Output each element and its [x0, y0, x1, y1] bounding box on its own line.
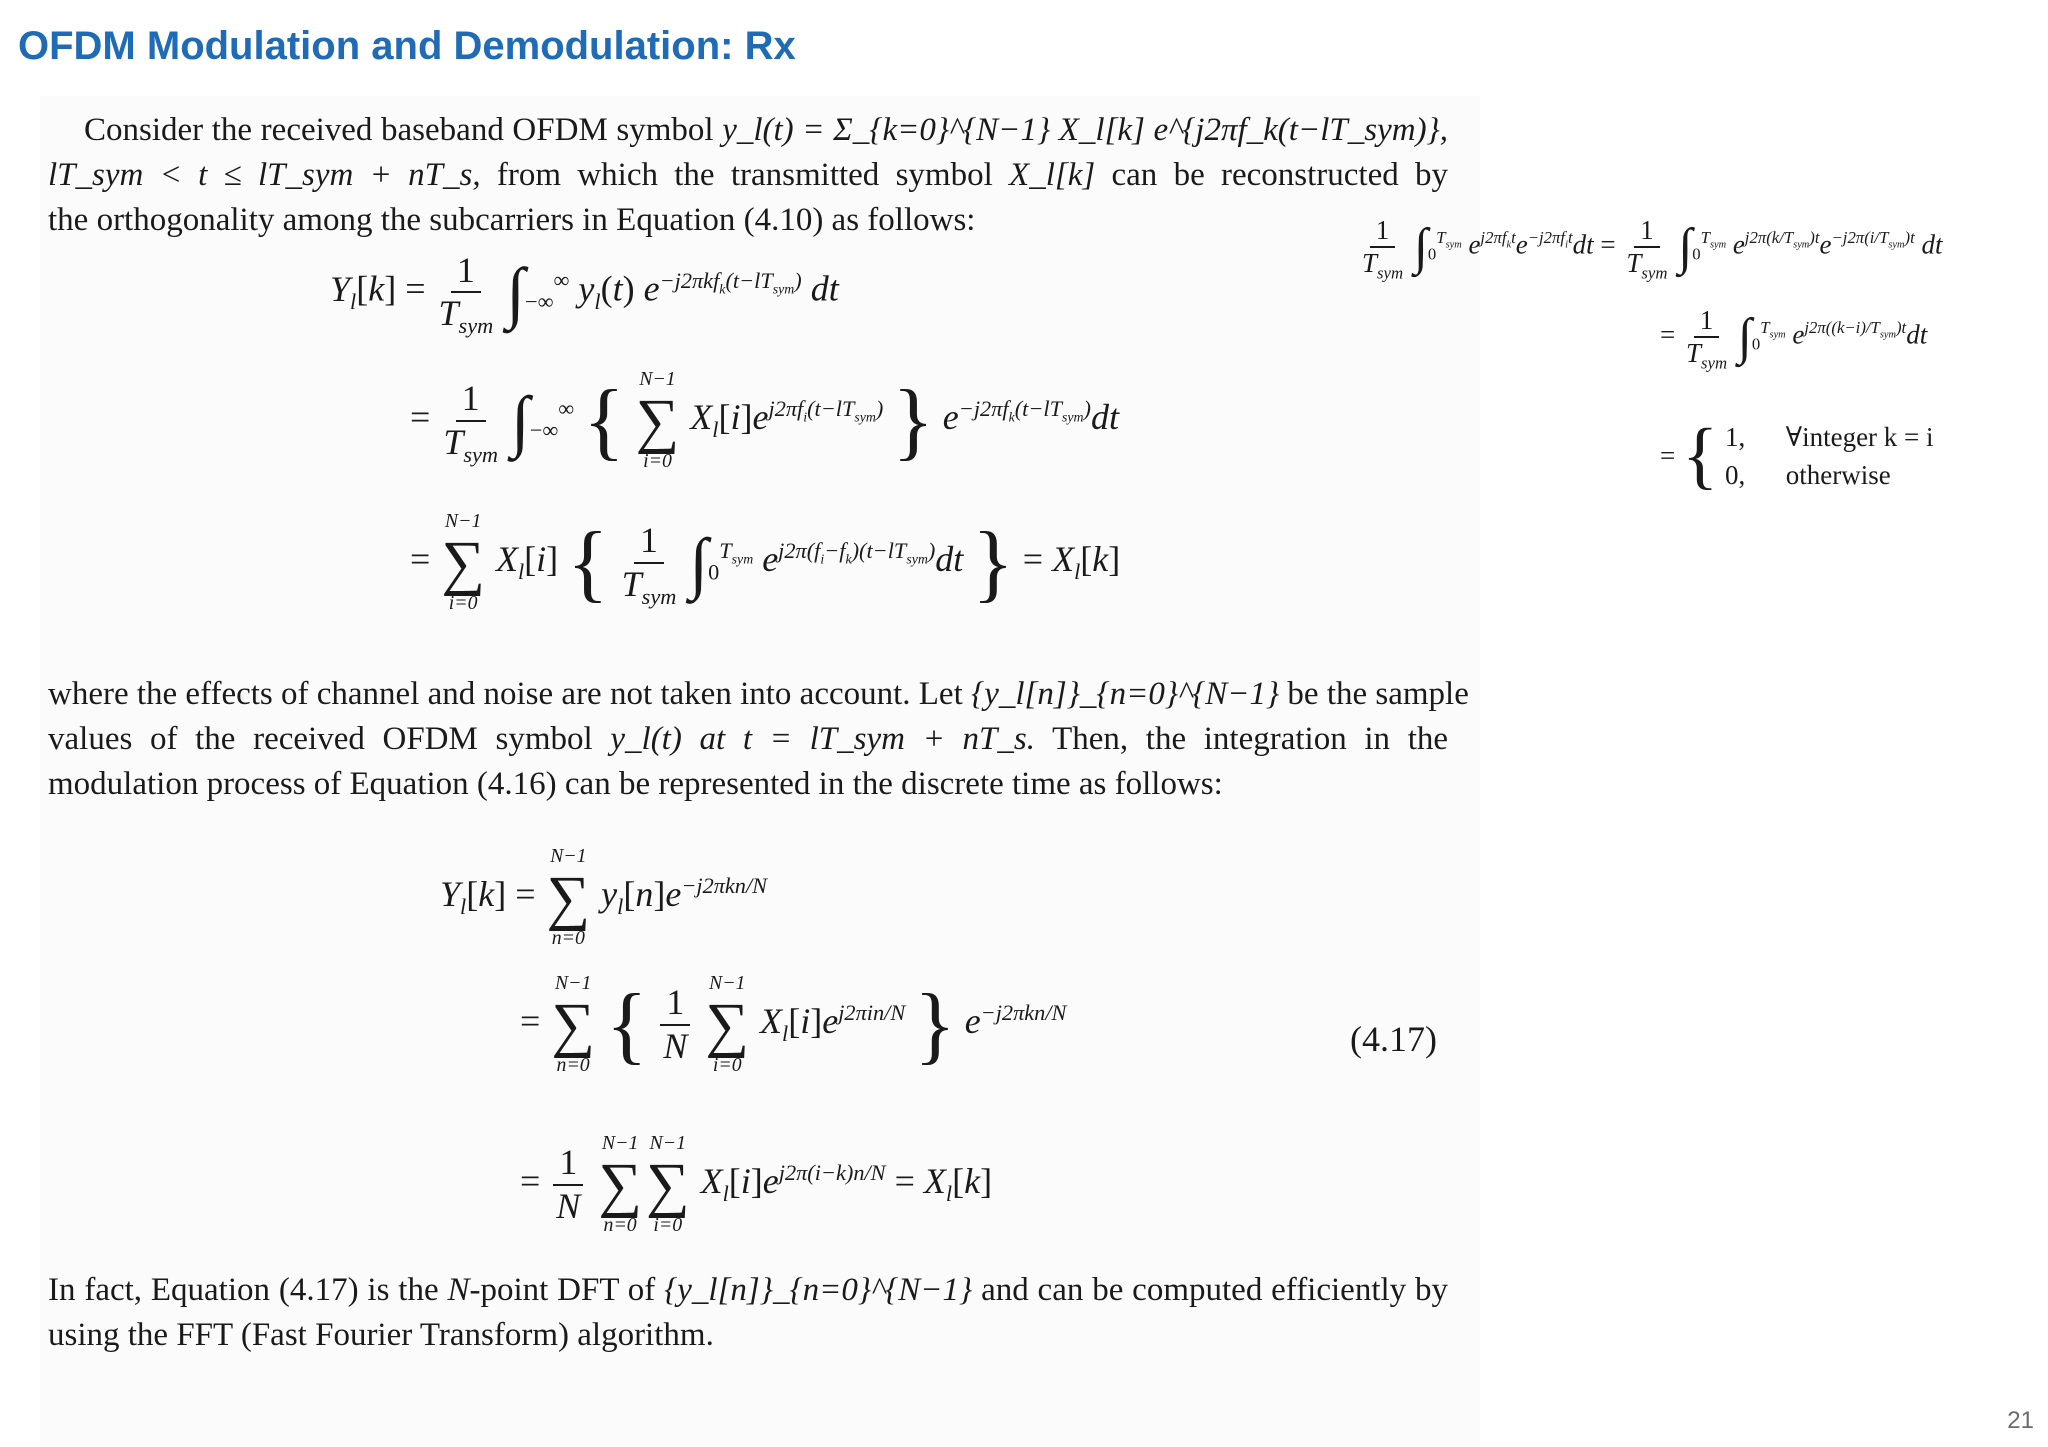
continuous-derivation-line-2: = $\frac{1}{T_{sym}}$ $\int_{-\infty}^\infty$ { N−1 ∑ i=0 $X_l[i]e^{j2\pi f_i(t-lT_{sym})}$ } $e^{-j2\pi f_k(t-lT_{sym})}dt$ — [410, 368, 1119, 472]
received-signal-formula: y_l(t) = Σ_{k=0}^{N−1} X_l[k] e^{j2πf_k(t−lT_sym)}, — [722, 112, 1449, 148]
continuous-derivation-line-1: $Y_l[k]$ = $\frac{1}{T_{sym}}$ $\int_{-\infty}^\infty$ $y_l(t)$ $e^{-j2\pi kf_k(t-lT_{sym})}$ dt — [330, 250, 839, 339]
intro-line-3: the orthogonality among the subcarriers in Equation (4.10) as follows: — [48, 202, 976, 238]
equation-number: (4.17) — [1350, 1019, 1437, 1059]
discrete-derivation-line-3: = $\frac{1}{N}$ N−1 ∑ n=0 N−1 ∑ i=0 $X_l[i]e^{j2\pi(i-k)n/N} = X_l[k]$ — [520, 1132, 993, 1236]
discrete-derivation-line-1: $Y_l[k]$ = N−1 ∑ n=0 $y_l[n]e^{-j2\pi kn/N}$ — [440, 845, 768, 949]
conclusion-line-1: In fact, Equation (4.17) is the N-point DFT of {y_l[n]}_{n=0}^{N−1} and can be computed efficiently by — [48, 1272, 1448, 1308]
intro-line-2: lT_sym < t ≤ lT_sym + nT_s, from which the transmitted symbol X_l[k] can be reconstructed by — [48, 157, 1449, 193]
sampling-paragraph — [48, 672, 1469, 807]
sampling-line-2: values of the received OFDM symbol y_l(t) at t = lT_sym + nT_s. Then, the integration in the — [48, 721, 1449, 757]
orthogonality-line-1: $\frac{1}{T_{sym}}$ $\int_0^{T_{sym}}$ $e^{j2\pi f_kt}e^{-j2\pi f_it}dt$ = $\frac{1}{T_{sym}}$ $\int_0^{T_{sym}}$ $e^{j2\pi(k/T_{sym})t}e^{-j2\pi(i/T_{sym})t}$ dt — [1362, 215, 1943, 283]
slide-title: OFDM Modulation and Demodulation: Rx — [18, 24, 796, 68]
intro-line-1: Consider the received baseband OFDM symbol y_l(t) = Σ_{k=0}^{N−1} X_l[k] e^{j2πf_k(t−lT_sym)}, — [84, 112, 1449, 148]
orthogonality-line-2: = $\frac{1}{T_{sym}}$ $\int_0^{T_{sym}}$ $e^{j2\pi((k-i)/T_{sym})t}dt$ — [1660, 305, 1928, 373]
conclusion-paragraph — [48, 1268, 1448, 1358]
continuous-derivation-line-3: = N−1 ∑ i=0 $X_l[i]$ { $\frac{1}{T_{sym}}$ $\int_0^{T_{sym}}$ $e^{j2\pi(f_i-f_k)(t-lT_{sym})}dt$ } = $X_l[k]$ — [410, 510, 1121, 614]
page-number: 21 — [2007, 1407, 2034, 1434]
intro-paragraph — [48, 108, 1448, 243]
sampling-line-3: modulation process of Equation (4.16) can be represented in the discrete time as follows: — [48, 766, 1223, 802]
orthogonality-cases: = { 1, ∀integer k = i 0, otherwise — [1660, 414, 1934, 498]
conclusion-line-2: using the FFT (Fast Fourier Transform) algorithm. — [48, 1317, 714, 1353]
discrete-derivation-line-2: = N−1 ∑ n=0 { $\frac{1}{N}$ N−1 ∑ i=0 $X_l[i]e^{j2\pi in/N}$ } $e^{-j2\pi kn/N}$ — [520, 972, 1067, 1076]
sampling-line-1: where the effects of channel and noise are not taken into account. Let {y_l[n]}_{n=0}^{N−1} be the sample — [48, 676, 1469, 712]
